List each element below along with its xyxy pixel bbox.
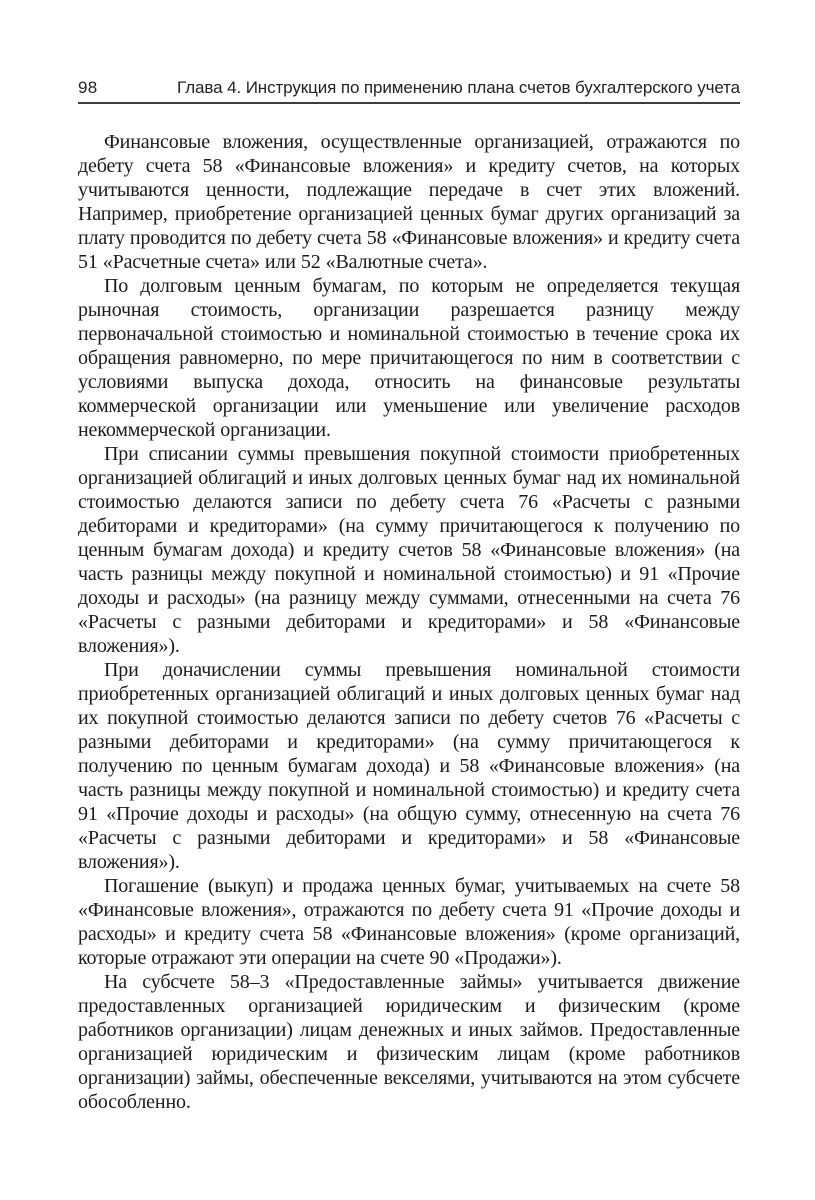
page-header	[78, 78, 740, 104]
body-paragraph: Погашение (выкуп) и продажа ценных бумаг, учитываемых на счете 58 «Финансовые вложения», отражаются по дебету счета 91 «Прочие доходы и расходы» и кредиту счета 58 «Финансовые вложения» (кроме организаций, которые отражают эти операции на счете 90 «Продажи»).	[78, 875, 740, 970]
body-paragraph: При доначислении суммы превышения номинальной стоимости приобретенных организацией облигаций и иных долговых ценных бумаг над их покупной стоимостью делаются записи по дебету счетов 76 «Расчеты с разными дебиторами и кредиторами» (на сумму причитающегося к получению по ценным бумагам дохода) и 58 «Финансовые вложения» (на часть разницы между покупной и номинальной стоимостью) и кредиту счета 91 «Прочие доходы и расходы» (на общую сумму, отнесенную на счета 76 «Расчеты с разными дебиторами и кредиторами» и 58 «Финансовые вложения»).	[78, 659, 740, 874]
body-paragraph: На субсчете 58–3 «Предоставленные займы» учитывается движение предоставленных организацией юридическим и физическим (кроме работников организации) лицам денежных и иных займов. Предоставленные организацией юридическим и физическим лицам (кроме работников организации) займы, обеспеченные векселями, учитываются на этом субсчете обособленно.	[78, 971, 740, 1114]
page-body	[78, 104, 740, 1114]
running-title: Глава 4. Инструкция по применению плана счетов бухгалтерского учета	[177, 78, 740, 97]
body-paragraph: По долговым ценным бумагам, по которым не определяется текущая рыночная стоимость, организации разрешается разницу между первоначальной стоимостью и номинальной стоимостью в течение срока их обращения равномерно, по мере причитающегося по ним в соответствии с условиями выпуска дохода, относить на финансовые результаты коммерческой организации или уменьшение или увеличение расходов некоммерческой организации.	[78, 275, 740, 442]
body-paragraph: Финансовые вложения, осуществленные организацией, отражаются по дебету счета 58 «Финансовые вложения» и кредиту счетов, на которых учитываются ценности, подлежащие передаче в счет этих вложений. Например, приобретение организацией ценных бумаг других организаций за плату проводится по дебету счета 58 «Финансовые вложения» и кредиту счета 51 «Расчетные счета» или 52 «Валютные счета».	[78, 131, 740, 274]
book-page	[78, 78, 740, 1114]
body-paragraph: При списании суммы превышения покупной стоимости приобретенных организацией облигаций и иных долговых ценных бумаг над их номинальной стоимостью делаются записи по дебету счета 76 «Расчеты с разными дебиторами и кредиторами» (на сумму причитающегося к получению по ценным бумагам дохода) и кредиту счетов 58 «Финансовые вложения» (на часть разницы между покупной и номинальной стоимостью) и 91 «Прочие доходы и расходы» (на разницу между суммами, отнесенными на счета 76 «Расчеты с разными дебиторами и кредиторами» и 58 «Финансовые вложения»).	[78, 443, 740, 658]
page-number: 98	[78, 78, 98, 97]
